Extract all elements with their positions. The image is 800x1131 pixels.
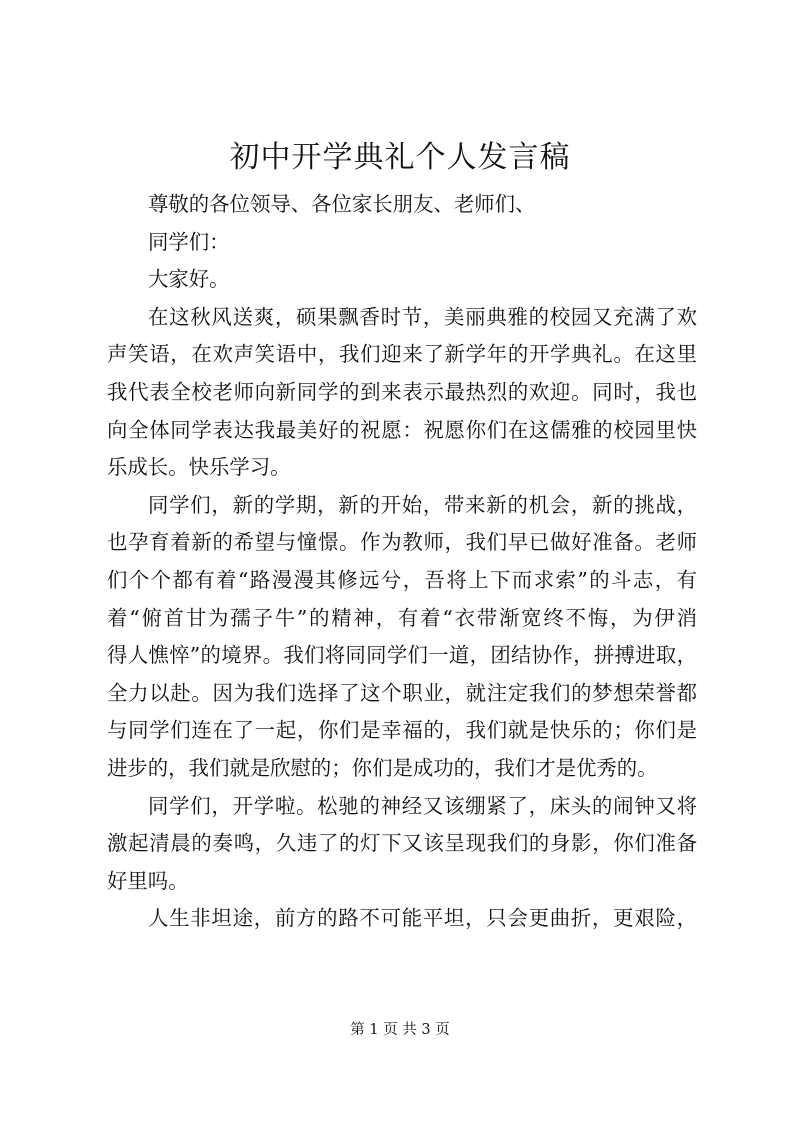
paragraph-2-line: 们个个都有着“路漫漫其修远兮，吾将上下而求索”的斗志，有 [107, 567, 697, 592]
paragraph-2-line: 着“俯首甘为孺子牛”的精神，有着“衣带渐宽终不悔，为伊消 [107, 605, 697, 630]
salutation-line: 尊敬的各位领导、各位家长朋友、老师们、 [148, 192, 536, 216]
greeting-line: 大家好。 [148, 267, 230, 292]
paragraph-2-line: 也孕育着新的希望与憧憬。作为教师，我们早已做好准备。老师 [107, 530, 697, 555]
paragraph-2-line: 全力以赴。因为我们选择了这个职业，就注定我们的梦想荣誉都 [107, 680, 697, 705]
document-title: 初中开学典礼个人发言稿 [229, 140, 571, 175]
paragraph-3-line: 激起清晨的奏鸣，久违了的灯下又该呈现我们的身影，你们准备 [107, 831, 697, 856]
paragraph-1-line: 向全体同学表达我最美好的祝愿：祝愿你们在这儒雅的校园里快 [107, 417, 697, 442]
paragraph-2-line: 得人憔悴”的境界。我们将同同学们一道，团结协作，拼搏进取， [107, 643, 697, 668]
paragraph-1-line: 声笑语，在欢声笑语中，我们迎来了新学年的开学典礼。在这里 [107, 342, 697, 367]
paragraph-3-line: 好里吗。 [107, 868, 189, 893]
paragraph-1-line: 我代表全校老师向新同学的到来表示最热烈的欢迎。同时，我也 [107, 379, 697, 404]
paragraph-2-line: 与同学们连在了一起，你们是幸福的，我们就是快乐的；你们是 [107, 718, 697, 743]
paragraph-2-line: 同学们，新的学期，新的开始，带来新的机会，新的挑战， [148, 492, 697, 517]
paragraph-3-line: 同学们，开学啦。松驰的神经又该绷紧了，床头的闹钟又将 [148, 793, 697, 818]
paragraph-4-line: 人生非坦途，前方的路不可能平坦，只会更曲折，更艰险， [148, 906, 697, 931]
document-body [107, 186, 697, 938]
page-footer: 第 1 页 共 3 页 [350, 1022, 450, 1038]
paragraph-1-line: 在这秋风送爽，硕果飘香时节，美丽典雅的校园又充满了欢 [148, 304, 697, 329]
salutation-line: 同学们： [148, 229, 230, 254]
paragraph-1-line: 乐成长。快乐学习。 [107, 455, 291, 480]
paragraph-2-line: 进步的，我们就是欣慰的；你们是成功的，我们才是优秀的。 [107, 755, 658, 780]
